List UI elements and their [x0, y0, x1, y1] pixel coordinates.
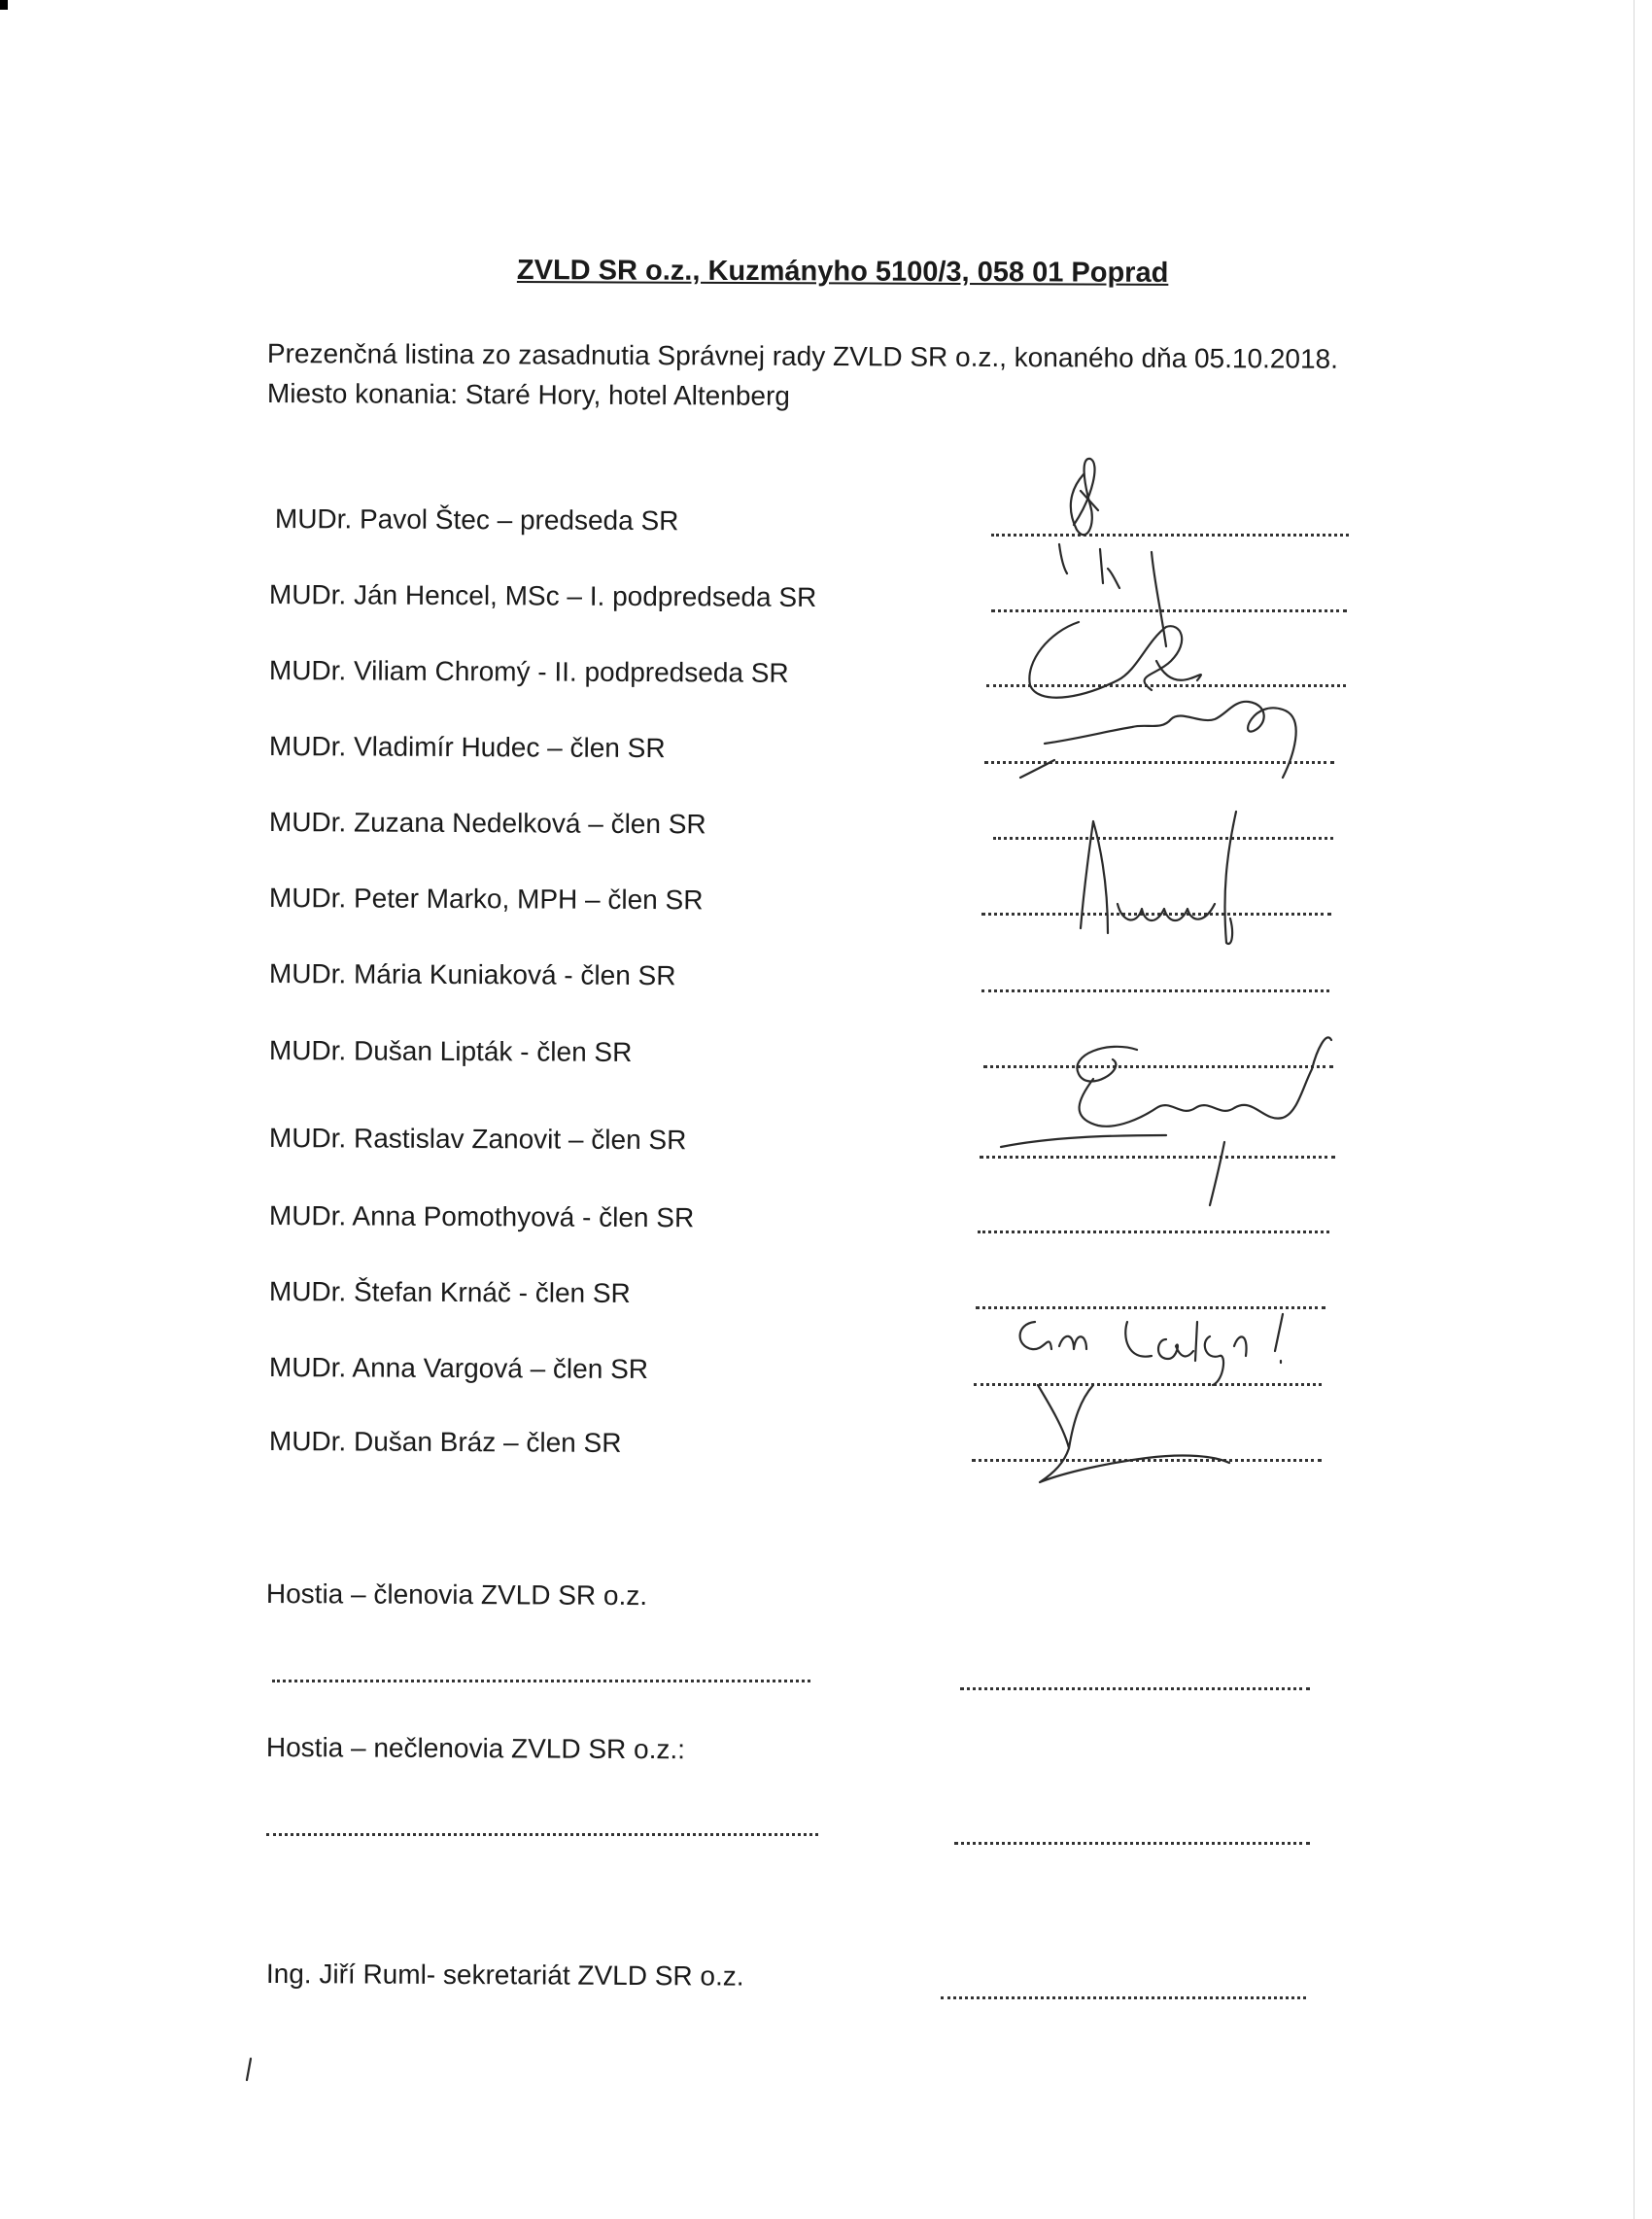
signature-line: [981, 913, 1331, 916]
member-name: MUDr. Rastislav Zanovit – člen SR: [268, 1123, 687, 1156]
scan-edge-mark: [0, 0, 8, 10]
signature-line: [993, 837, 1333, 840]
member-name: MUDr. Zuzana Nedelková – člen SR: [268, 807, 706, 840]
member-name: MUDr. Viliam Chromý - II. podpredseda SR: [268, 655, 789, 688]
intro-line-1: Prezenčná listina zo zasadnutia Správnej rady ZVLD SR o.z., konaného dňa 05.10.2018.: [266, 338, 1339, 374]
signature-line: [972, 1459, 1322, 1462]
signature-line: [980, 1156, 1335, 1159]
signature-marko: [1081, 812, 1236, 944]
signature-liptak: [1001, 1037, 1331, 1205]
signature-line: [983, 1065, 1333, 1068]
guest-name-line: [266, 1833, 818, 1836]
intro-line-2: Miesto konania: Staré Hory, hotel Altenberg: [266, 378, 791, 411]
signature-line: [981, 989, 1329, 992]
member-name: MUDr. Dušan Bráz – člen SR: [268, 1426, 622, 1458]
guest-signature-line: [960, 1687, 1310, 1690]
member-name: MUDr. Štefan Krnáč - člen SR: [268, 1276, 631, 1308]
signature-line: [991, 609, 1347, 612]
member-name: MUDr. Peter Marko, MPH – člen SR: [268, 883, 704, 916]
signature-line: [984, 761, 1334, 764]
member-name: MUDr. Vladimír Hudec – člen SR: [268, 731, 666, 764]
member-name: MUDr. Mária Kuniaková - člen SR: [268, 958, 676, 991]
guests-nonmembers-label: Hostia – nečlenovia ZVLD SR o.z.:: [265, 1732, 686, 1765]
signature-line: [986, 684, 1346, 687]
signature-line: [991, 534, 1349, 537]
secretariat-label: Ing. Jiří Ruml- sekretariát ZVLD SR o.z.: [265, 1959, 744, 1992]
stray-pen-mark: [247, 2059, 251, 2080]
member-name: MUDr. Pavol Štec – predseda SR: [274, 503, 679, 537]
member-name: MUDr. Ján Hencel, MSc – I. podpredseda SR: [268, 579, 817, 612]
signature-stec: [1059, 459, 1098, 573]
scan-page-edge: [1634, 0, 1635, 2219]
member-name: MUDr. Anna Pomothyová - člen SR: [268, 1200, 695, 1233]
signature-hencel: [1100, 549, 1166, 646]
guests-members-label: Hostia – členovia ZVLD SR o.z.: [265, 1578, 648, 1612]
signature-line: [976, 1306, 1325, 1309]
signature-line: [974, 1383, 1322, 1386]
signature-line: [978, 1231, 1329, 1233]
guest-signature-line: [954, 1842, 1310, 1845]
signature-vargova: [1020, 1314, 1283, 1385]
guest-name-line: [272, 1680, 810, 1682]
member-name: MUDr. Dušan Lipták - člen SR: [268, 1035, 633, 1067]
document-heading: ZVLD SR o.z., Kuzmányho 5100/3, 058 01 Poprad: [516, 255, 1169, 289]
secretariat-signature-line: [941, 1996, 1306, 1999]
member-name: MUDr. Anna Vargová – člen SR: [268, 1352, 649, 1385]
signature-braz: [1038, 1385, 1229, 1482]
signature-hudec: [1020, 702, 1296, 778]
